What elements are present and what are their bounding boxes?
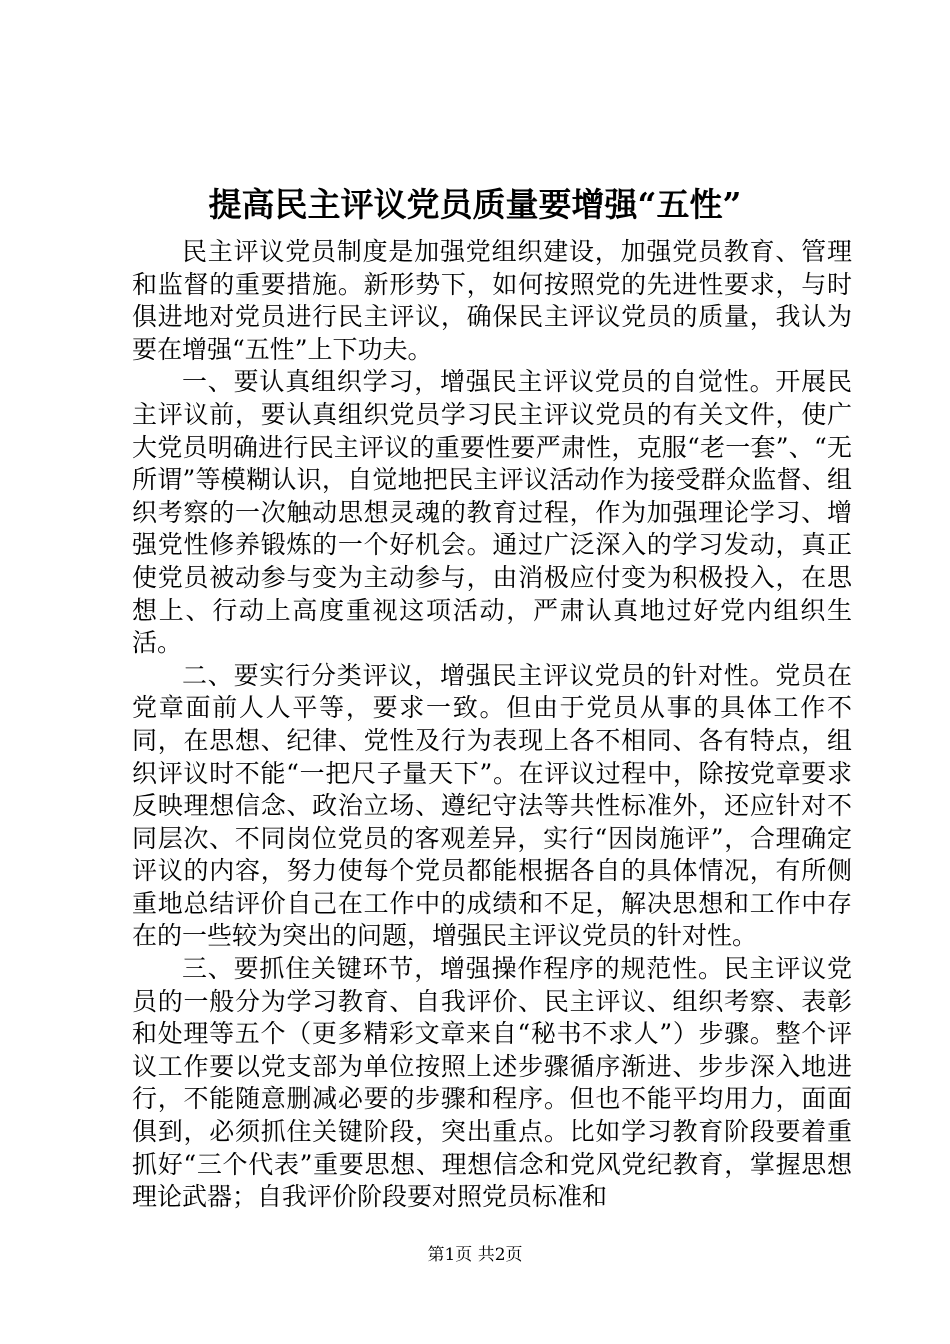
page-number-footer: 第1页 共2页 [427, 1245, 523, 1265]
document-body [132, 236, 852, 1214]
paragraph-section-3: 三、要抓住关键环节，增强操作程序的规范性。民主评议党员的一般分为学习教育、自我评价、民主评议、组织考察、表彰和处理等五个（更多精彩文章来自“秘书不求人”）步骤。整个评议工作要以党支部为单位按照上述步骤循序渐进、步步深入地进行，不能随意删减必要的步骤和程序。但也不能平均用力，面面俱到，必须抓住关键阶段，突出重点。比如学习教育阶段要着重抓好“三个代表”重要思想、理想信念和党风党纪教育，掌握思想理论武器；自我评价阶段要对照党员标准和 [132, 954, 852, 1212]
paragraph-intro: 民主评议党员制度是加强党组织建设，加强党员教育、管理和监督的重要措施。新形势下，如何按照党的先进性要求，与时俱进地对党员进行民主评议，确保民主评议党员的质量，我认为要在增强“五性”上下功夫。 [132, 237, 852, 364]
paragraph-section-1: 一、要认真组织学习，增强民主评议党员的自觉性。开展民主评议前，要认真组织党员学习民主评议党员的有关文件，使广大党员明确进行民主评议的重要性要严肃性，克服“老一套”、“无所谓”等模糊认识，自觉地把民主评议活动作为接受群众监督、组织考察的一次触动思想灵魂的教育过程，作为加强理论学习、增强党性修养锻炼的一个好机会。通过广泛深入的学习发动，真正使党员被动参与变为主动参与，由消极应付变为积极投入，在思想上、行动上高度重视这项活动，严肃认真地过好党内组织生活。 [132, 367, 852, 658]
paragraph-section-2: 二、要实行分类评议，增强民主评议党员的针对性。党员在党章面前人人平等，要求一致。但由于党员从事的具体工作不同，在思想、纪律、党性及行为表现上各不相同、各有特点，组织评议时不能“一把尺子量天下”。在评议过程中，除按党章要求反映理想信念、政治立场、遵纪守法等共性标准外，还应针对不同层次、不同岗位党员的客观差异，实行“因岗施评”，合理确定评议的内容，努力使每个党员都能根据各自的具体情况，有所侧重地总结评价自己在工作中的成绩和不足，解决思想和工作中存在的一些较为突出的问题，增强民主评议党员的针对性。 [132, 660, 852, 951]
document-title: 提高民主评议党员质量要增强“五性” [208, 185, 742, 225]
